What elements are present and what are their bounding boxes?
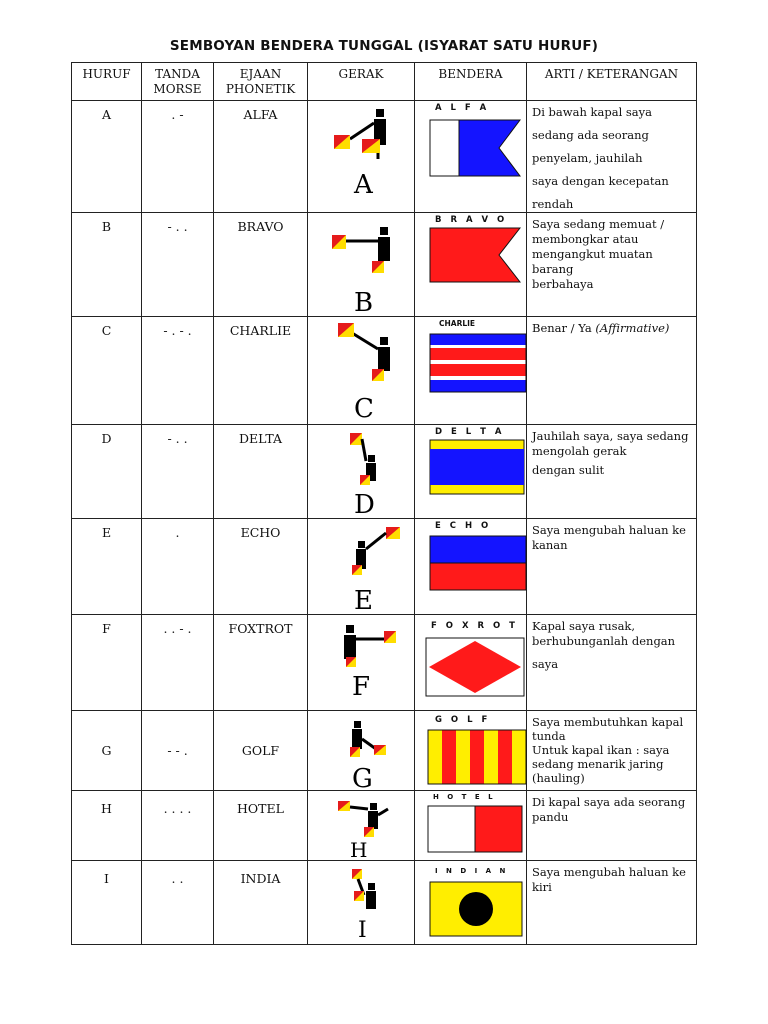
bendera-cell xyxy=(415,791,527,861)
semaphore-figure-g xyxy=(308,711,415,791)
table-row xyxy=(72,425,697,519)
semaphore-figure-h xyxy=(308,791,415,861)
table-row xyxy=(72,791,697,861)
phonetic-cell: DELTA xyxy=(214,425,308,519)
gerak-cell xyxy=(308,317,415,425)
flag-label: H O T E L xyxy=(433,793,496,801)
phonetic-cell: ECHO xyxy=(214,519,308,615)
semaphore-figure-d xyxy=(308,425,415,519)
gerak-cell xyxy=(308,213,415,317)
phonetic-cell: HOTEL xyxy=(214,791,308,861)
header-row xyxy=(72,63,697,101)
flag-label: B R A V O xyxy=(435,215,508,225)
svg-text:H: H xyxy=(350,838,368,861)
flag-label: A L F A xyxy=(435,103,490,113)
phonetic-cell: BRAVO xyxy=(214,213,308,317)
flag-label: I N D I A N xyxy=(435,867,509,875)
letter-cell: E xyxy=(72,519,142,615)
svg-text:G: G xyxy=(352,764,373,791)
svg-text:C: C xyxy=(354,394,374,424)
gerak-cell xyxy=(308,861,415,945)
morse-cell: . . . . xyxy=(142,791,214,861)
table-row xyxy=(72,615,697,711)
table-row xyxy=(72,519,697,615)
flag-label: E C H O xyxy=(435,521,492,531)
table-row xyxy=(72,317,697,425)
table-row xyxy=(72,861,697,945)
morse-cell: - . - . xyxy=(142,317,214,425)
flag-label: G O L F xyxy=(435,715,491,725)
gerak-cell xyxy=(308,711,415,791)
header-ejaan: EJAAN PHONETIK xyxy=(214,63,308,101)
phonetic-cell: GOLF xyxy=(214,711,308,791)
flag-alfa xyxy=(429,119,521,177)
table-row xyxy=(72,101,697,213)
semaphore-figure-b xyxy=(308,213,415,317)
gerak-cell xyxy=(308,519,415,615)
phonetic-cell: CHARLIE xyxy=(214,317,308,425)
flag-bravo xyxy=(429,227,521,283)
morse-cell: - - . xyxy=(142,711,214,791)
svg-text:B: B xyxy=(354,288,374,317)
semaphore-figure-f xyxy=(308,615,415,711)
letter-cell: F xyxy=(72,615,142,711)
header-huruf: HURUF xyxy=(72,63,142,101)
letter-cell: I xyxy=(72,861,142,945)
letter-cell: A xyxy=(72,101,142,213)
table-row xyxy=(72,213,697,317)
arti-cell: Di kapal saya ada seorang pandu xyxy=(527,791,697,861)
bendera-cell xyxy=(415,317,527,425)
flag-india xyxy=(429,881,523,937)
bendera-cell xyxy=(415,615,527,711)
flag-label: F O X R O T xyxy=(431,621,518,631)
header-bendera: BENDERA xyxy=(415,63,527,101)
semaphore-table xyxy=(71,62,697,945)
morse-cell: - . . xyxy=(142,425,214,519)
arti-cell: Saya mengubah haluan ke kiri xyxy=(527,861,697,945)
morse-cell: . . xyxy=(142,861,214,945)
arti-cell: Kapal saya rusak, berhubunganlah dengan saya xyxy=(527,615,697,711)
bendera-cell xyxy=(415,519,527,615)
gerak-cell xyxy=(308,101,415,213)
svg-text:E: E xyxy=(354,586,373,615)
arti-cell: Jauhilah saya, saya sedang mengolah gerak dengan sulit xyxy=(527,425,697,519)
bendera-cell xyxy=(415,861,527,945)
bendera-cell xyxy=(415,711,527,791)
svg-text:A: A xyxy=(354,170,373,200)
flag-charlie xyxy=(429,333,527,393)
flag-label: CHARLIE xyxy=(439,319,476,328)
svg-text:D: D xyxy=(354,490,375,519)
header-arti: ARTI / KETERANGAN xyxy=(527,63,697,101)
header-gerak: GERAK xyxy=(308,63,415,101)
arti-cell: Saya sedang memuat / membongkar atau mengangkut muatan barang berbahaya xyxy=(527,213,697,317)
gerak-cell xyxy=(308,425,415,519)
arti-cell: Benar / Ya (Affirmative) xyxy=(527,317,697,425)
flag-foxtrot xyxy=(425,637,525,697)
bendera-cell xyxy=(415,213,527,317)
letter-cell: B xyxy=(72,213,142,317)
table-row xyxy=(72,711,697,791)
flag-echo xyxy=(429,535,527,591)
letter-cell: C xyxy=(72,317,142,425)
flag-hotel xyxy=(427,805,523,853)
semaphore-figure-e xyxy=(308,519,415,615)
flag-golf xyxy=(427,729,527,785)
page-title: SEMBOYAN BENDERA TUNGGAL (ISYARAT SATU HURUF) xyxy=(169,38,599,54)
arti-cell: Saya mengubah haluan ke kanan xyxy=(527,519,697,615)
letter-cell: G xyxy=(72,711,142,791)
flag-delta xyxy=(429,439,525,495)
semaphore-figure-i xyxy=(308,861,415,945)
letter-cell: H xyxy=(72,791,142,861)
svg-text:F: F xyxy=(352,672,371,702)
header-morse: TANDA MORSE xyxy=(142,63,214,101)
morse-cell: . - xyxy=(142,101,214,213)
phonetic-cell: INDIA xyxy=(214,861,308,945)
svg-text:I: I xyxy=(358,918,367,943)
semaphore-figure-c xyxy=(308,317,415,425)
morse-cell: . xyxy=(142,519,214,615)
letter-cell: D xyxy=(72,425,142,519)
arti-cell: Di bawah kapal saya sedang ada seorang penyelam, jauhilah saya dengan kecepatan rendah xyxy=(527,101,697,213)
phonetic-cell: ALFA xyxy=(214,101,308,213)
flag-label: D E L T A xyxy=(435,427,505,437)
bendera-cell xyxy=(415,101,527,213)
morse-cell: . . - . xyxy=(142,615,214,711)
semaphore-figure-a xyxy=(308,101,415,213)
gerak-cell xyxy=(308,615,415,711)
bendera-cell xyxy=(415,425,527,519)
morse-cell: - . . xyxy=(142,213,214,317)
gerak-cell xyxy=(308,791,415,861)
arti-cell: Saya membutuhkan kapal tunda Untuk kapal ikan : saya sedang menarik jaring (hauling) xyxy=(527,711,697,791)
phonetic-cell: FOXTROT xyxy=(214,615,308,711)
